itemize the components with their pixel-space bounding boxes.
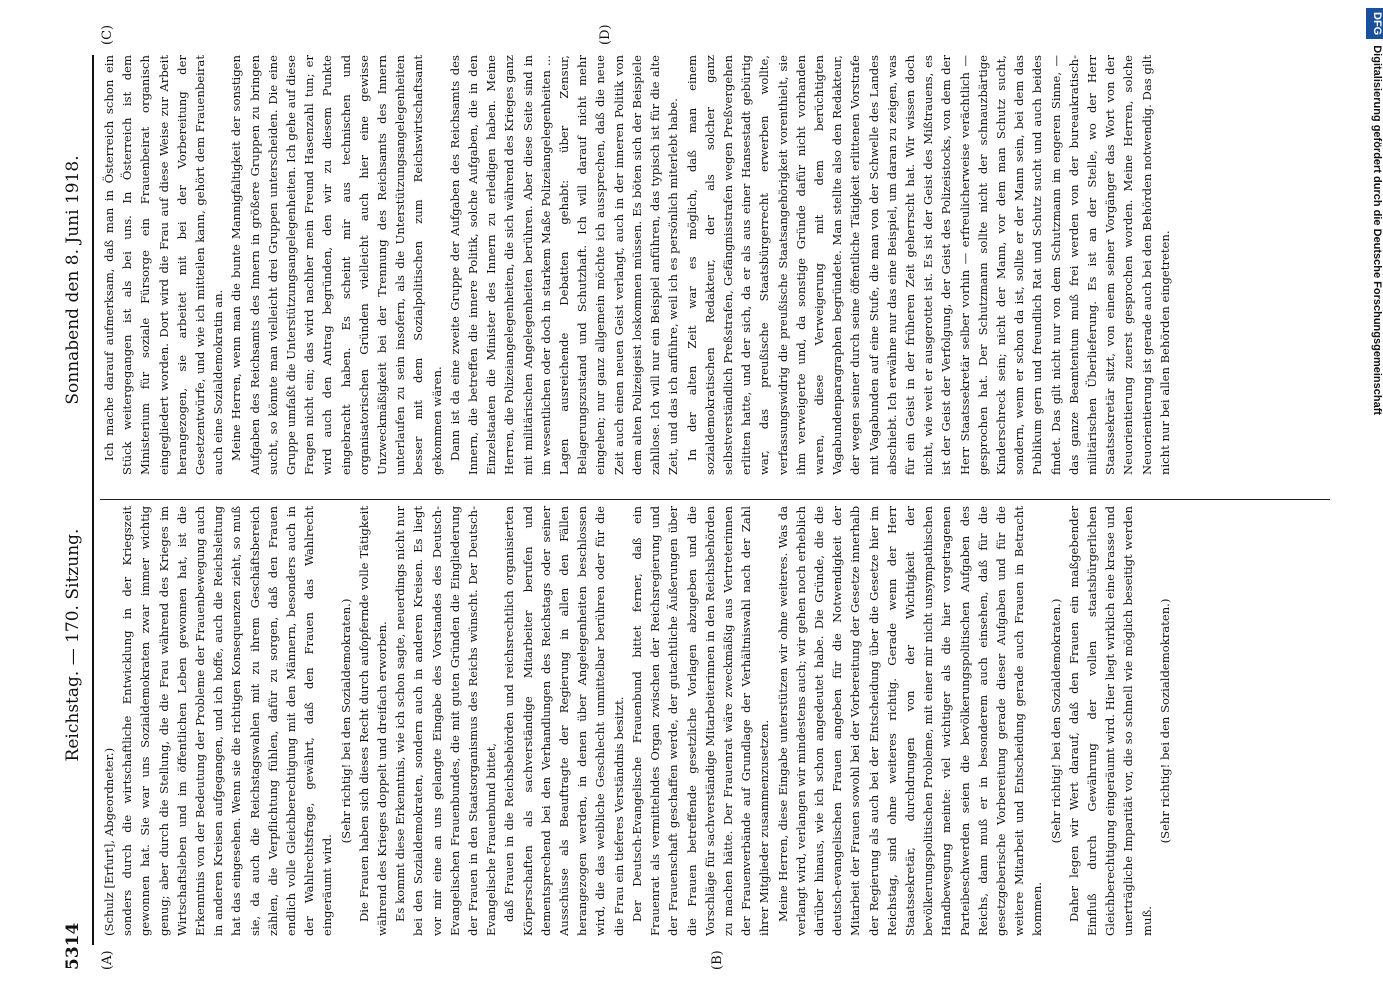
margin-marker-d: (D)	[598, 24, 613, 45]
paragraph: Dann ist da eine zweite Gruppe der Aufgaben des Reichsamts des Innern, die betreffen die innere Politik, solche Aufgaben, die in den Einzelstaaten die Minister des Innern zu erledigen haben. Meine Herren, die Polizeiangelegenheiten, die sich während des Krieges ganz mit militärischen Angelegenheiten berühren. Aber diese Seite sind in im wesentlichen oder doch in starkem Maße Polizeiangelegenheiten ... Lagen ausreichende Debatten gehabt: über Zensur, Belagerungszustand und Schutzhaft. Ich will darauf nicht mehr eingehen; nur ganz allgemein möchte ich aussprechen, daß die neue Zeit auch einen neuen Geist verlangt, auch in der inneren Politik von dem alten Polizeigeist loskommen müssen. Es böten sich der Beispiele zahllose. Ich will nur ein Beispiel anführen, das typisch ist für die alte Zeit, und das ich anführe, weil ich es persönlich miterlebt habe.	[447, 55, 681, 475]
left-text-column	[100, 506, 1325, 936]
interjection: (Sehr richtig! bei den Sozialdemokraten.)	[1157, 598, 1172, 844]
dfg-logo: DFG	[1366, 8, 1383, 39]
paragraph: Meine Herren, wenn man die bunte Mannigfaltigkeit der sonstigen Aufgaben des Reichsamts des Innern in größere Gruppen zu bringen sucht, so könnte man vielleicht drei Gruppen unterscheiden. Die eine Gruppe umfaßt die Unterstützungsangelegenheiten. Ich gehe auf diese Fragen nicht ein; das wird nachher mein Freund Hasenzahl tun; er wird auch den Antrag begründen, den wir zu diesem Punkte eingebracht haben. Es scheint mir aus technischen und organisatorischen Gründen vielleicht auch hier eine gewisse Unzweckmäßigkeit bei der Trennung des Reichsamts des Innern unterlaufen zu sein insofern, als die Unterstützungsangelegenheiten besser mit dem Sozialpolitischen zum Reichswirtschaftsamt gekommen wären.	[229, 55, 444, 475]
margin-marker-a: (A)	[100, 950, 115, 970]
digitization-credit	[1366, 8, 1383, 988]
margin-marker-b: (B)	[710, 950, 725, 970]
paragraph: Es kommt diese Erkenntnis, wie ich schon sagte, neuerdings nicht nur bei den Sozialdemokraten, sondern auch in anderen Kreisen. Es liegt vor mir eine an uns gelangte Eingabe des Vorstandes des Deutsch-Evangelischen Frauenbundes, die mit guten Gründen die Eingliederung der Frauen in den Staatsorganismus des Reichs wünscht. Der Deutsch-Evangelische Frauenbund bittet,	[393, 506, 499, 936]
column-divider	[100, 499, 1330, 500]
margin-marker-c: (C)	[100, 24, 115, 45]
right-text-column	[100, 55, 1325, 475]
date-line: Sonnabend den 8. Juni 1918.	[63, 155, 83, 405]
header-rule	[92, 55, 94, 945]
page-number: 5314	[63, 922, 83, 970]
paragraph: Meine Herren, diese Eingabe unterstützen wir ohne weiteres. Was da verlangt wird, verlangen wir mindestens auch; wir gehen noch erheblich darüber hinaus, wie ich schon angedeutet habe. Die Gründe, die die deutsch-evangelischen Frauen angeben für die Notwendigkeit der Mitarbeit der Frauen sowohl bei der Vorbereitung der Gesetze innerhalb der Regierung als auch bei der Entscheidung über die Gesetze hier im Reichstag, sind ohne weiteres richtig. Gerade wenn der Herr Staatssekretär, durchdrungen von der Wichtigkeit der bevölkerungspolitischen Probleme, mit einer mir nicht unsympathischen Handbewegung meinte: viel wichtiger als die hier vorgetragenen Parteibeschwerden seien die bevölkerungspolitischen Aufgaben des Reichs, dann muß er in besonderem auch einsehen, daß für die gesetzgeberische Vorbereitung gerade dieser Aufgaben und für die weitere Mitarbeit und Entscheidung gerade auch Frauen in Betracht kommen.	[775, 506, 1045, 936]
interjection: (Sehr richtig! bei den Sozialdemokraten.)	[338, 598, 353, 844]
paragraph: Daher legen wir Wert darauf, daß den Frauen ein maßgebender Einfluß durch Gewährung der vollen staatsbürgerlichen Gleichberechtigung eingeräumt wird. Hier liegt wirklich eine krasse und unerträgliche Imparität vor, die so schnell wie möglich beseitigt werden muß.	[1066, 506, 1154, 936]
speaker-label: (Schulz [Erfurt], Abgeordneter.)	[102, 747, 116, 936]
paragraph: sonders durch die wirtschaftliche Entwicklung in der Kriegszeit gewonnen hat. Sie war uns Sozialdemokraten zwar immer wichtig genug; aber durch die Stellung, die die Frau während des Krieges im Wirtschaftsleben und im öffentlichen Leben gewonnen hat, ist die Erkenntnis von der Bedeutung der Probleme der Frauenbewegung auch in anderen Kreisen aufgegangen, und ich hoffe, auch die Reichsleitung hat das eingesehen. Wenn sie die richtigen Konsequenzen zieht, so muß sie, da auch die Reichstagswahlen mit zu ihrem Geschäftsbereich zählen, die Verpflichtung fühlen, dafür zu sorgen, daß den Frauen endlich volle Gleichberechtigung mit den Männern, besonders auch in der Wahlrechtsfrage, gewährt, daß den Frauen das Wahlrecht eingeräumt wird.	[120, 506, 335, 936]
session-title: Reichstag. — 170. Sitzung.	[63, 528, 83, 762]
interjection: (Sehr richtig! bei den Sozialdemokraten.)	[1048, 598, 1063, 844]
paragraph: In der alten Zeit war es möglich, daß man einem sozialdemokratischen Redakteur, der als solcher ganz selbstverständlich Preßstrafen, Gefängnisstrafen wegen Preßvergehen erlitten hatte, und der sich, da er als aus einer Hansestadt gebürtig war, das preußische Staatsbürgerrecht erwerben wollte, verfassungswidrig die preußische Staatsangehörigkeit vorenthielt, sie ihm verweigerte und, da sonstige Gründe dafür nicht vorhanden waren, diese Verweigerung mit dem berüchtigten Vagabundenparagraphen begründete. Man stellte also den Redakteur, der wegen seiner durch seine öffentliche Tätigkeit erlittenen Vorstrafe mit Vagabunden auf eine Stufe, die man von der Schwelle des Landes abschiebt. Ich erwähne nur das eine Beispiel, um daran zu zeigen, was für ein Geist in der früheren Zeit geherrscht hat. Wir wissen doch nicht, wie weit er ausgerottet ist. Es ist der Geist des Mißtrauens, es ist der Geist der Verfolgung, der Geist des Polizeistocks, von dem der Herr Staatssekretär selber vorhin — erfreulicherweise verächtlich — gesprochen hat. Der Schutzmann sollte nicht der schnauzbärtige Kinderschreck sein; nicht der Mann, vor dem man Schutz sucht, sondern, wenn er schon da ist, sollte er der Mann sein, bei dem das Publikum gern und freundlich Rat und Schutz sucht und auch beides findet. Das gilt nicht nur von dem Schutzmann im engeren Sinne, — das ganze Beamtentum muß frei werden von der bureaukratisch-militärischen Überlieferung. Es ist an der Stelle, wo der Herr Staatssekretär sitzt, von einem seiner Vorgänger das Wort von der Neuorientierung zuerst gesprochen worden. Meine Herren, solche Neuorientierung ist gerade auch bei den Behörden notwendig. Das gilt nicht nur bei allen Behörden eingetreten.	[684, 55, 1172, 475]
quoted-paragraph: daß Frauen in die Reichsbehörden und reichsrechtlich organisierten Körperschaften als sachverständige Mitarbeiter berufen und dementsprechend bei den Verhandlungen des Reichstags oder seiner Ausschüsse als Beauftragte der Regierung in allen den Fällen herangezogen werden, in denen über Angelegenheiten beschlossen wird, die das weibliche Geschlecht unmittelbar berühren oder für die die Frau ein tieferes Verständnis besitzt.	[502, 506, 626, 936]
paragraph: Die Frauen haben sich dieses Recht durch aufopfernde volle Tätigkeit während des Krieges doppelt und dreifach erworben.	[356, 506, 390, 936]
credit-text: Digitalisierung gefördert durch die Deutsche Forschungsgemeinschaft	[1371, 45, 1383, 416]
paragraph: Ich mache darauf aufmerksam, daß man in Österreich schon ein Stück weitergegangen ist als bei uns. In Österreich ist dem Ministerium für soziale Fürsorge ein Frauenbeirat organisch eingegliedert worden. Dort wird die Frau auf diese Weise zur Arbeit herangezogen, sie arbeitet mit bei der Vorbereitung der Gesetzentwürfe, und wie ich mitteilen kann, gehört dem Frauenbeirat auch eine Sozialdemokratin an.	[102, 55, 226, 475]
paragraph: Der Deutsch-Evangelische Frauenbund bittet ferner, daß ein Frauenrat als vermittelndes Organ zwischen der Reichsregierung und der Frauenschaft geschaffen werde, der gutachtliche Äußerungen über die Frauen betreffende gesetzliche Vorlagen abzugeben und die Vorschläge für sachverständige Mitarbeiterinnen in den Reichsbehörden zu machen hätte. Der Frauenrat wäre zweckmäßig aus Vertreterinnen der Frauenverbände auf Grundlage der Verhältniswahl nach der Zahl ihrer Mitglieder zusammenzusetzen.	[629, 506, 772, 936]
